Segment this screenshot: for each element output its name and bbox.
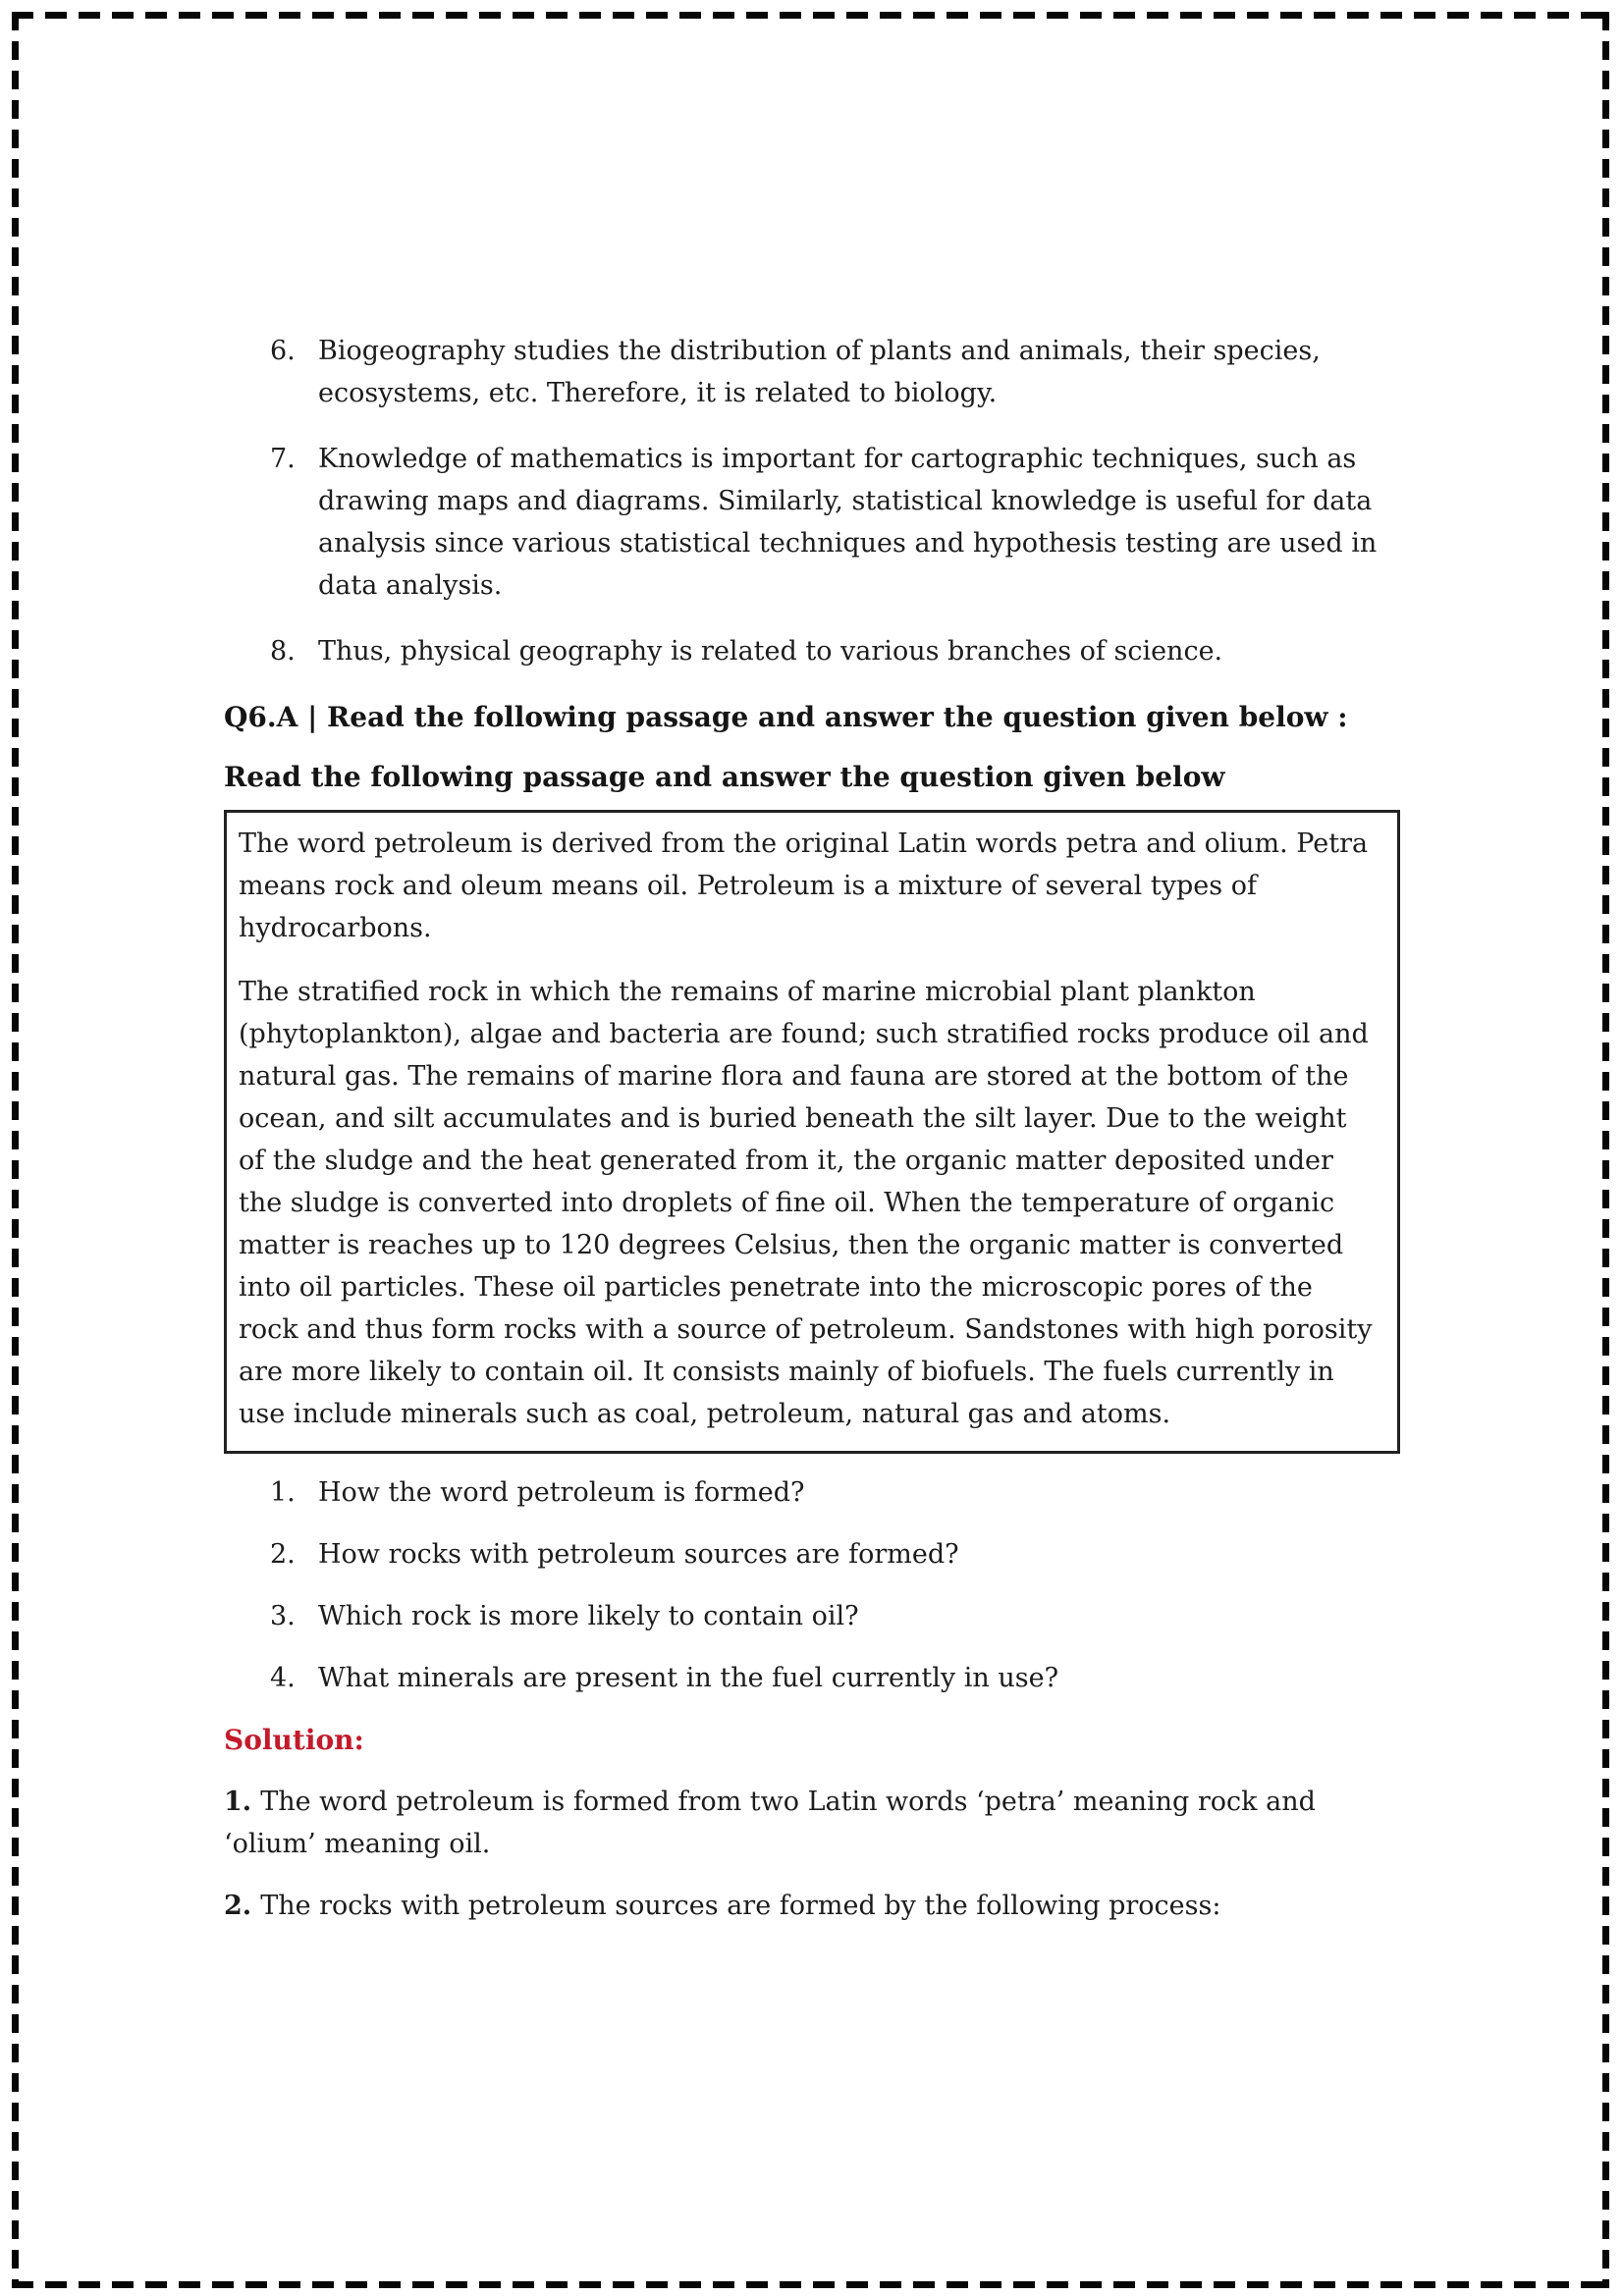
- list-text: Knowledge of mathematics is important for cartographic techniques, such as drawing maps and diagrams. Similarly, statistical knowledge is useful for data analysis since various statistical techniques and hypothesis testing are used in data analysis.: [318, 444, 1378, 601]
- passage-paragraph-2: The stratified rock in which the remains of marine microbial plant plankton (phytoplankton), algae and bacteria are found; such stratified rocks produce oil and natural gas. The remains of marine flora and fauna are stored at the bottom of the ocean, and silt accumulates and is buried beneath the silt layer. Due to the weight of the sludge and the heat generated from it, the organic matter deposited under the sludge is converted into droplets of fine oil. When the temperature of organic matter is reaches up to 120 degrees Celsius, then the organic matter is converted into oil particles. These oil particles penetrate into the microscopic pores of the rock and thus form rocks with a source of petroleum. Sandstones with high porosity are more likely to contain oil. It consists mainly of biofuels. The fuels currently in use include minerals such as coal, petroleum, natural gas and atoms.: [239, 977, 1373, 1429]
- list-item-6: [224, 330, 1400, 414]
- question-q6a-heading: Q6.A | Read the following passage and answer the question given below :: [224, 701, 1348, 733]
- dashed-border-top: [12, 12, 1609, 19]
- list-text: Thus, physical geography is related to various branches of science.: [318, 636, 1223, 667]
- question-text: What minerals are present in the fuel currently in use?: [318, 1663, 1059, 1693]
- question-number: 3.: [270, 1601, 296, 1631]
- question-item-3: [224, 1595, 1400, 1637]
- dashed-border-right: [1602, 12, 1609, 2288]
- page-content: [224, 330, 1400, 1927]
- question-item-4: [224, 1657, 1400, 1699]
- question-text: How rocks with petroleum sources are formed?: [318, 1539, 959, 1570]
- passage-paragraph-1: The word petroleum is derived from the original Latin words petra and olium. Petra means rock and oleum means oil. Petroleum is a mixture of several types of hydrocarbons.: [239, 828, 1369, 943]
- dashed-border-left: [12, 12, 19, 2288]
- solution-answer-number: 2.: [224, 1891, 252, 1921]
- list-item-8: [224, 630, 1400, 672]
- passage-instruction-heading: Read the following passage and answer the question given below: [224, 761, 1225, 793]
- dashed-border-bottom: [12, 2281, 1609, 2288]
- geography-points-list: [224, 330, 1400, 672]
- solution-answer-text: The rocks with petroleum sources are formed by the following process:: [260, 1891, 1221, 1921]
- question-text: How the word petroleum is formed?: [318, 1477, 805, 1508]
- list-number: 6.: [270, 336, 296, 366]
- solution-answer-2: [224, 1885, 1400, 1927]
- solution-answer-text: The word petroleum is formed from two Latin words ‘petra’ meaning rock and ‘olium’ meaning oil.: [224, 1787, 1316, 1859]
- passage-box: [224, 810, 1400, 1454]
- question-text: Which rock is more likely to contain oil?: [318, 1601, 859, 1631]
- solution-heading: Solution:: [224, 1724, 364, 1756]
- list-number: 7.: [270, 444, 296, 474]
- list-text: Biogeography studies the distribution of plants and animals, their species, ecosystems, etc. Therefore, it is related to biology.: [318, 336, 1321, 408]
- question-number: 2.: [270, 1539, 296, 1570]
- passage-questions-list: [224, 1471, 1400, 1699]
- question-item-2: [224, 1533, 1400, 1575]
- question-number: 4.: [270, 1663, 296, 1693]
- solution-answer-number: 1.: [224, 1787, 252, 1817]
- list-item-7: [224, 438, 1400, 607]
- question-number: 1.: [270, 1477, 296, 1508]
- question-item-1: [224, 1471, 1400, 1514]
- solution-answer-1: [224, 1781, 1400, 1865]
- list-number: 8.: [270, 636, 296, 667]
